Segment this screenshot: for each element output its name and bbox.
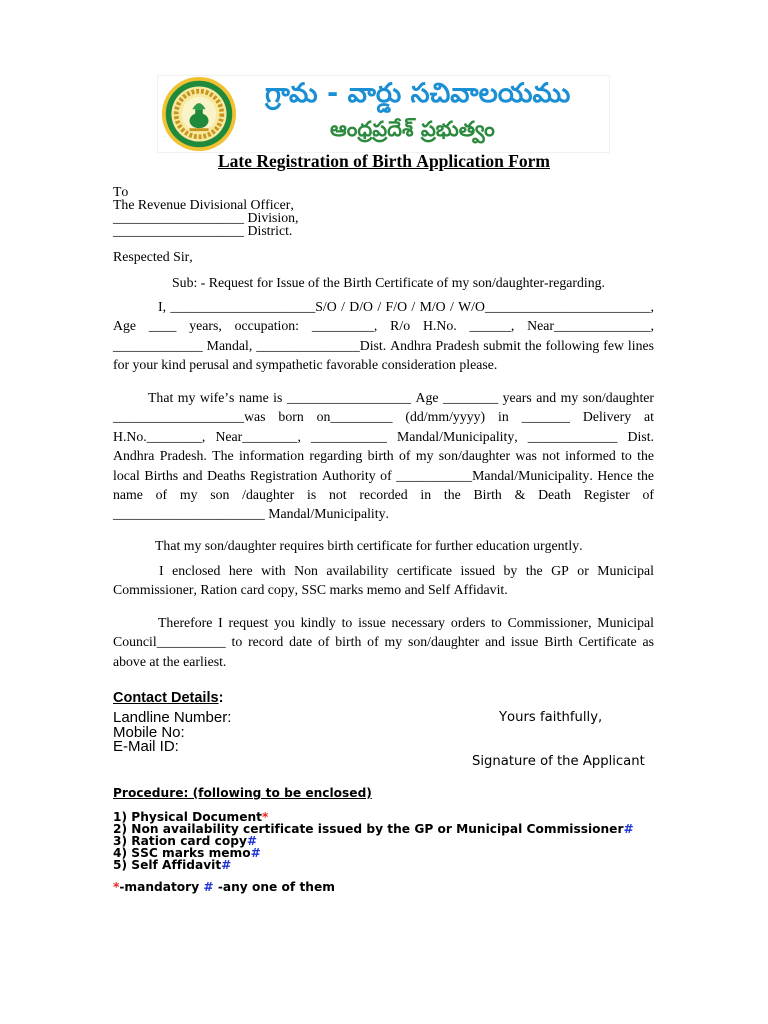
emblem-base: [190, 128, 209, 131]
banner-title: గ్రామ - వార్డు సచివాలయము: [265, 78, 571, 109]
contact-details-colon: :: [218, 690, 224, 706]
procedure-item-text: 1) Physical Document: [113, 810, 263, 824]
mobile-label: Mobile No:: [113, 723, 185, 741]
applicant-details-paragraph: I, _____________________S/O / D/O / F/O / M/O / W/O________________________, Age ____ years, occupation: _________, R/o H.No. ______, Near______________, _____________ Mandal, _______________Dist. Andhra Pradesh submit the following few lines for your kind perusal and sympathetic favorable consideration please.: [113, 299, 654, 373]
any-one-mark: #: [221, 858, 232, 872]
landline-label: Landline Number:: [113, 709, 232, 726]
email-label: E-Mail ID:: [113, 738, 179, 755]
purpose-paragraph: That my son/daughter requires birth certificate for further education urgently.: [155, 538, 583, 553]
andhra-pradesh-emblem-icon: [161, 76, 237, 152]
legend-mandatory-mark: *: [113, 880, 120, 894]
procedure-item-text: 3) Ration card copy: [113, 834, 247, 848]
marks-legend: [113, 880, 335, 894]
subject-line: Sub: - Request for Issue of the Birth Certificate of my son/daughter-regarding.: [172, 275, 605, 290]
any-one-mark: #: [246, 834, 258, 848]
legend-any-text: -any one of them: [213, 880, 335, 894]
contact-fields: [113, 711, 231, 755]
address-to: To: [113, 184, 129, 199]
procedure-item-text: 4) SSC marks memo: [113, 846, 251, 860]
address-block: [113, 185, 299, 237]
contact-details-label: Contact Details: [113, 690, 219, 706]
address-officer: The Revenue Divisional Officer,: [113, 197, 294, 212]
procedure-item: [113, 859, 634, 871]
request-paragraph: Therefore I request you kindly to issue necessary orders to Commissioner, Municipal Council__________ to record date of birth of my son/daughter and issue Birth Certificate as above at the earliest.: [113, 615, 654, 669]
any-one-mark: #: [623, 822, 634, 836]
closing-line: Yours faithfully,: [499, 710, 603, 725]
legend-mandatory-text: -mandatory: [119, 880, 204, 894]
address-district: ___________________ District.: [113, 223, 293, 238]
legend-any-mark: #: [203, 880, 214, 894]
enclosures-paragraph: I enclosed here with Non availability certificate issued by the GP or Municipal Commissioner, Ration card copy, SSC marks memo and Self Affidavit.: [113, 563, 654, 598]
salutation: Respected Sir,: [113, 249, 193, 264]
procedure-item-text: 2) Non availability certificate issued by the GP or Municipal Commissioner: [113, 822, 624, 836]
address-division: ___________________ Division,: [113, 210, 299, 225]
any-one-mark: #: [250, 846, 261, 860]
signature-label: Signature of the Applicant: [472, 754, 645, 769]
emblem-pot: [190, 113, 209, 128]
form-title: Late Registration of Birth Application Form: [218, 151, 550, 171]
procedure-list: [113, 811, 634, 871]
contact-details-heading: [113, 690, 223, 707]
birth-details-paragraph: That my wife’s name is __________________ Age ________ years and my son/daughter ___________________was born on_________ (dd/mm/yyyy) in _______ Delivery at H.No.________, Near________, ___________ Mandal/Municipality, _____________ Dist. Andhra Pradesh. The information regarding birth of my son/daughter was not informed to the local Births and Deaths Registration Authority of ___________Mandal/Municipality. Hence the name of my son /daughter is not recorded in the Birth & Death Register of ______________________ Mandal/Municipality.: [113, 390, 654, 522]
procedure-heading: Procedure: (following to be enclosed): [113, 786, 372, 800]
mandatory-mark: *: [262, 810, 269, 824]
procedure-item-text: 5) Self Affidavit: [113, 858, 222, 872]
banner-subtitle: ఆంధ్రప్రదేశ్ ప్రభుత్వం: [330, 117, 495, 141]
emblem-pot-neck: [195, 109, 203, 115]
